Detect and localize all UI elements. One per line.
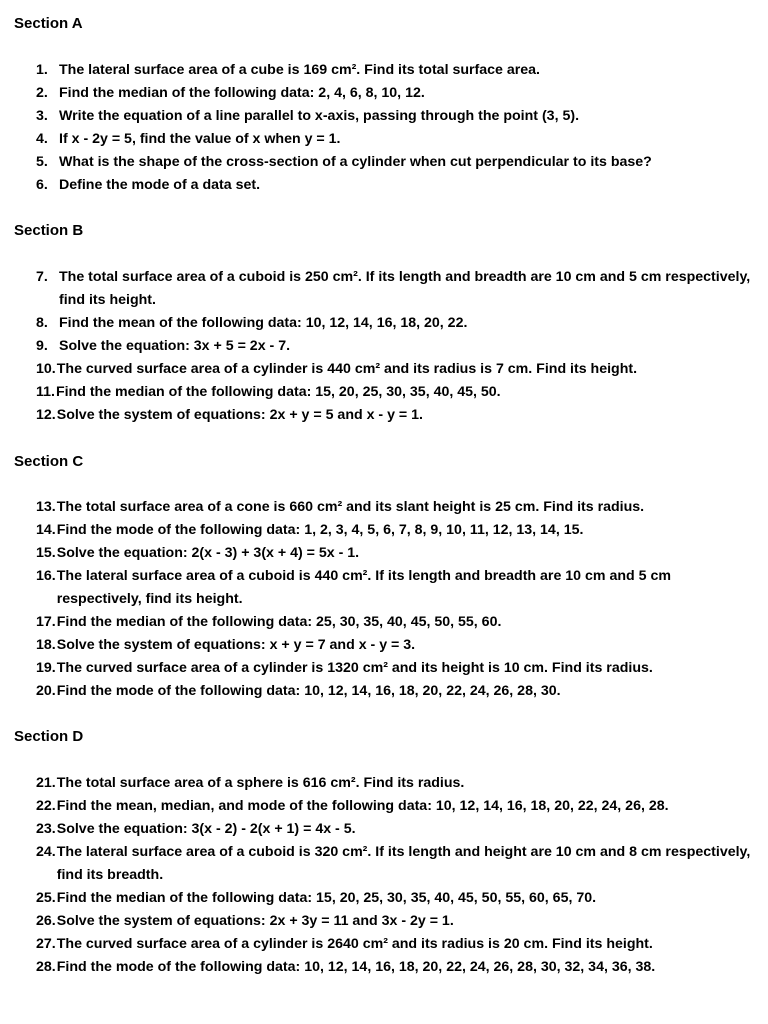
question-item: 7. The total surface area of a cuboid is 250 cm². If its length and breadth are 10 cm and 5 cm respectively, find its height. bbox=[36, 269, 751, 308]
section-b-title: Section B bbox=[14, 222, 84, 239]
question-item: 19. The curved surface area of a cylinder is 1320 cm² and its height is 10 cm. Find its radius. bbox=[36, 660, 653, 676]
section-d-title: Section D bbox=[14, 728, 84, 745]
section-a-title: Section A bbox=[14, 15, 83, 32]
section-c-title: Section C bbox=[14, 453, 84, 470]
question-item: 4. If x - 2y = 5, find the value of x when y = 1. bbox=[36, 131, 341, 147]
question-item: 25. Find the median of the following data: 15, 20, 25, 30, 35, 40, 45, 50, 55, 60, 65, 70. bbox=[36, 890, 597, 906]
question-item: 14. Find the mode of the following data: 1, 2, 3, 4, 5, 6, 7, 8, 9, 10, 11, 12, 13, 14, 15. bbox=[36, 522, 584, 538]
question-item: 10. The curved surface area of a cylinder is 440 cm² and its radius is 7 cm. Find its height. bbox=[36, 361, 638, 377]
question-item: 12. Solve the system of equations: 2x + y = 5 and x - y = 1. bbox=[36, 407, 423, 423]
question-item: 8. Find the mean of the following data: 10, 12, 14, 16, 18, 20, 22. bbox=[36, 315, 468, 331]
question-item: 23. Solve the equation: 3(x - 2) - 2(x + 1) = 4x - 5. bbox=[36, 821, 356, 837]
question-item: 24. The lateral surface area of a cuboid is 320 cm². If its length and height are 10 cm and 8 cm respectively, find its breadth. bbox=[36, 844, 751, 883]
question-item: 26. Solve the system of equations: 2x + 3y = 11 and 3x - 2y = 1. bbox=[36, 913, 454, 929]
question-item: 11. Find the median of the following data: 15, 20, 25, 30, 35, 40, 45, 50. bbox=[36, 384, 501, 400]
question-item: 5. What is the shape of the cross-section of a cylinder when cut perpendicular to its base? bbox=[36, 154, 652, 170]
question-item: 6. Define the mode of a data set. bbox=[36, 177, 261, 193]
question-item: 27. The curved surface area of a cylinder is 2640 cm² and its radius is 20 cm. Find its height. bbox=[36, 936, 653, 952]
question-item: 15. Solve the equation: 2(x - 3) + 3(x + 4) = 5x - 1. bbox=[36, 545, 360, 561]
question-item: 20. Find the mode of the following data: 10, 12, 14, 16, 18, 20, 22, 24, 26, 28, 30. bbox=[36, 683, 561, 699]
question-item: 28. Find the mode of the following data: 10, 12, 14, 16, 18, 20, 22, 24, 26, 28, 30, 32, 34, 36, 38. bbox=[36, 959, 656, 975]
question-item: 9. Solve the equation: 3x + 5 = 2x - 7. bbox=[36, 338, 291, 354]
question-item: 21. The total surface area of a sphere is 616 cm². Find its radius. bbox=[36, 775, 465, 791]
question-item: 2. Find the median of the following data: 2, 4, 6, 8, 10, 12. bbox=[36, 85, 425, 101]
question-item: 3. Write the equation of a line parallel to x-axis, passing through the point (3, 5). bbox=[36, 108, 580, 124]
question-item: 17. Find the median of the following data: 25, 30, 35, 40, 45, 50, 55, 60. bbox=[36, 614, 502, 630]
question-item: 18. Solve the system of equations: x + y = 7 and x - y = 3. bbox=[36, 637, 416, 653]
question-item: 22. Find the mean, median, and mode of the following data: 10, 12, 14, 16, 18, 20, 22, 24, 26, 28. bbox=[36, 798, 669, 814]
question-item: 16. The lateral surface area of a cuboid is 440 cm². If its length and breadth are 10 cm and 5 cm respectively, find its height. bbox=[36, 568, 671, 607]
question-item: 1. The lateral surface area of a cube is 169 cm². Find its total surface area. bbox=[36, 62, 540, 78]
question-item: 13. The total surface area of a cone is 660 cm² and its slant height is 25 cm. Find its radius. bbox=[36, 499, 645, 515]
